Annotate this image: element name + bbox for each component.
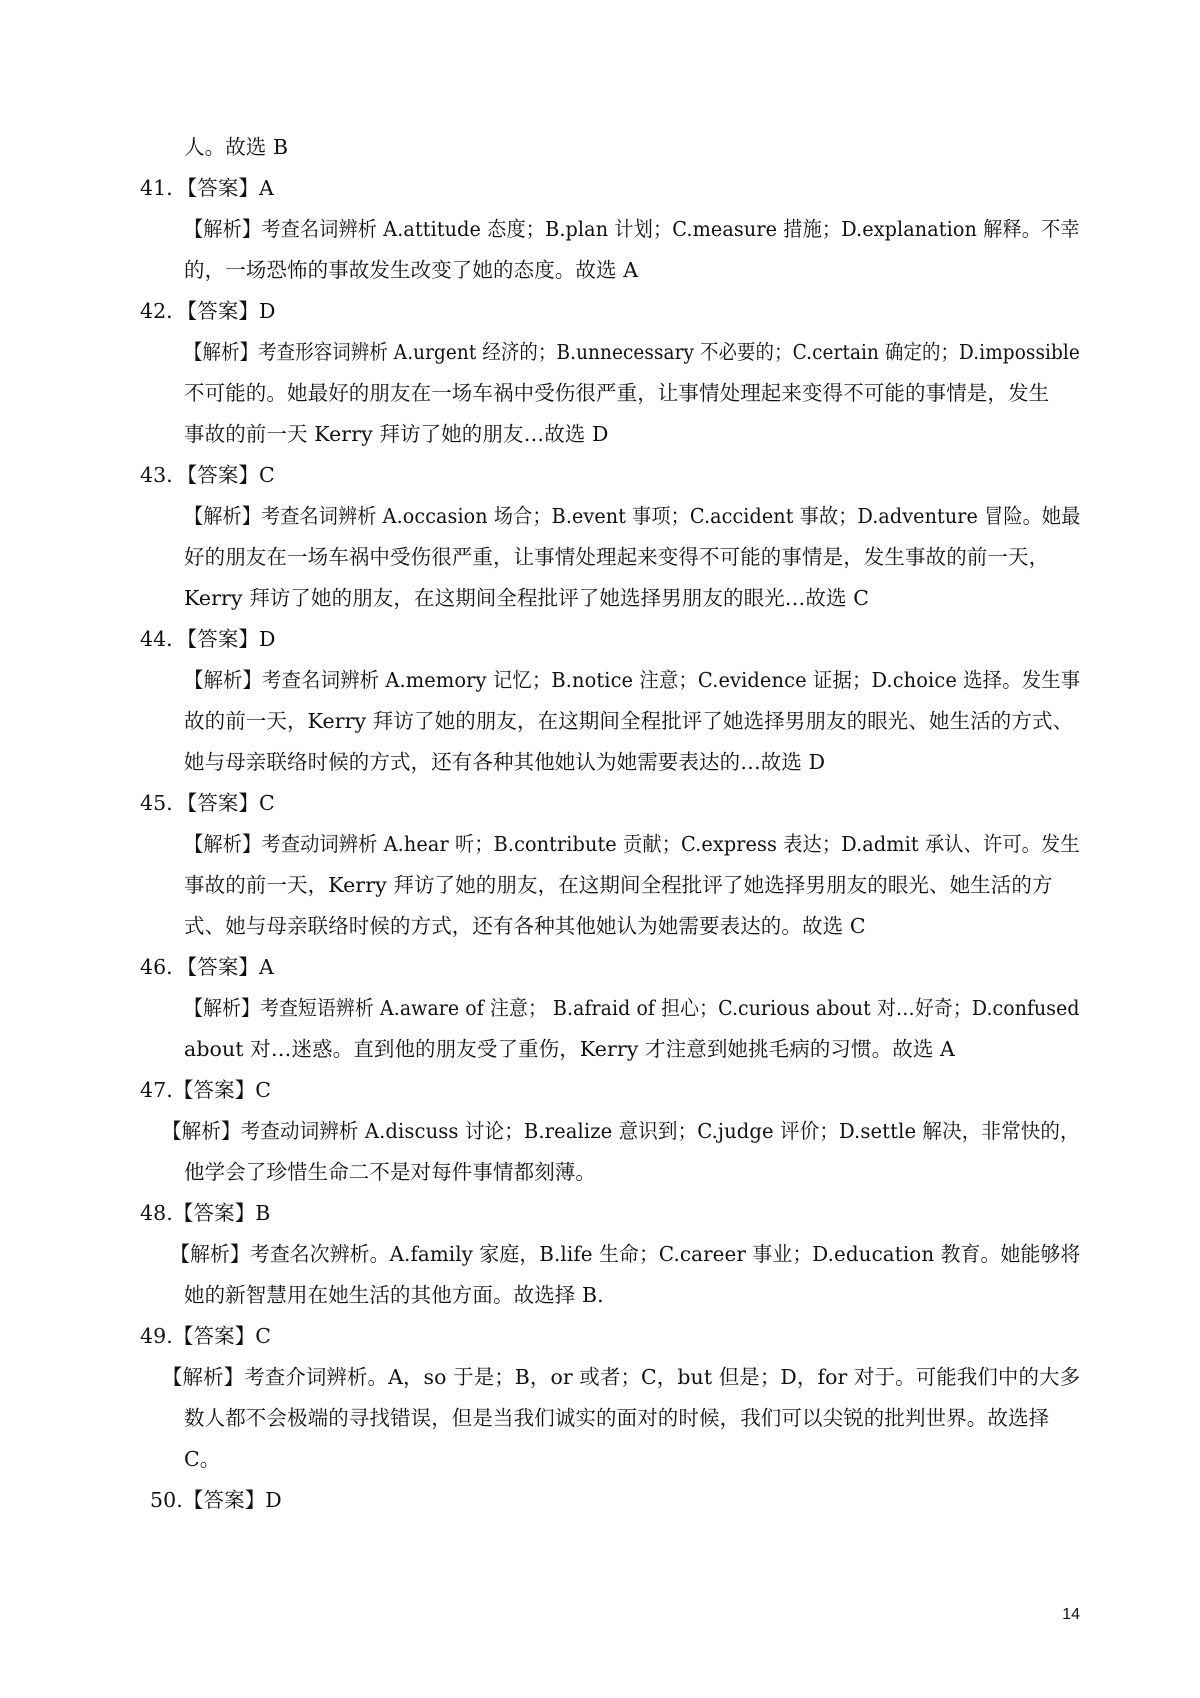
answer-line: 42．【答案】D	[140, 299, 276, 323]
explanation-line: 【解析】考查动词辨析 A.discuss 讨论；B.realize 意识到；C.judge 评价；D.settle 解决，非常快的，	[162, 1119, 1080, 1143]
text-line: 故的前一天，Kerry 拜访了她的朋友，在这期间全程批评了她选择男朋友的眼光、她生活的方式、	[184, 709, 1074, 733]
text-line: 她与母亲联络时候的方式，还有各种其他她认为她需要表达的…故选 D	[184, 750, 826, 774]
text-line: 的，一场恐怖的事故发生改变了她的态度。故选 A	[184, 258, 639, 282]
text-line: 式、她与母亲联络时候的方式，还有各种其他她认为她需要表达的。故选 C	[184, 914, 866, 938]
explanation-line: 【解析】考查形容词辨析 A.urgent 经济的；B.unnecessary 不必要的；C.certain 确定的；D.impossible	[184, 340, 1080, 364]
answer-line: 41．【答案】A	[140, 176, 274, 200]
text-line: Kerry 拜访了她的朋友，在这期间全程批评了她选择男朋友的眼光…故选 C	[184, 586, 869, 610]
explanation-line: 【解析】考查名次辨析。A.family 家庭，B.life 生命；C.career 事业；D.education 教育。她能够将	[170, 1242, 1081, 1266]
text-line: 事故的前一天，Kerry 拜访了她的朋友，在这期间全程批评了她选择男朋友的眼光、她生活的方	[184, 873, 1053, 897]
explanation-line: 【解析】考查短语辨析 A.aware of 注意； B.afraid of 担心；C.curious about 对…好奇；D.confused	[184, 996, 1080, 1020]
explanation-line: 【解析】考查名词辨析 A.attitude 态度；B.plan 计划；C.measure 措施；D.explanation 解释。不幸	[184, 217, 1080, 241]
text-line: 人。故选 B	[184, 135, 289, 159]
answer-line: 49.【答案】C	[140, 1324, 272, 1348]
text-line: 不可能的。她最好的朋友在一场车祸中受伤很严重，让事情处理起来变得不可能的事情是，发生	[184, 381, 1050, 405]
page-number: 14	[1062, 1606, 1080, 1623]
answer-line: 46．【答案】A	[140, 955, 274, 979]
text-line: about 对…迷惑。直到他的朋友受了重伤，Kerry 才注意到她挑毛病的习惯。故选 A	[184, 1037, 955, 1061]
text-line: C。	[184, 1447, 221, 1471]
explanation-line: 【解析】考查介词辨析。A，so 于是；B，or 或者；C，but 但是；D，for 对于。可能我们中的大多	[162, 1365, 1081, 1389]
text-line: 数人都不会极端的寻找错误，但是当我们诚实的面对的时候，我们可以尖锐的批判世界。故选择	[184, 1406, 1050, 1430]
answer-line: 44．【答案】D	[140, 627, 276, 651]
explanation-line: 【解析】考查名词辨析 A.occasion 场合；B.event 事项；C.accident 事故；D.adventure 冒险。她最	[184, 504, 1081, 528]
answer-line: 47.【答案】C	[140, 1078, 272, 1102]
answer-line: 43．【答案】C	[140, 463, 275, 487]
text-line: 事故的前一天 Kerry 拜访了她的朋友…故选 D	[184, 422, 609, 446]
text-line: 她的新智慧用在她生活的其他方面。故选择 B.	[184, 1283, 604, 1307]
answer-line: 48.【答案】B	[140, 1201, 271, 1225]
text-line: 他学会了珍惜生命二不是对每件事情都刻薄。	[184, 1160, 596, 1184]
answer-line: 50.【答案】D	[150, 1488, 282, 1512]
explanation-line: 【解析】考查动词辨析 A.hear 听；B.contribute 贡献；C.express 表达；D.admit 承认、许可。发生	[184, 832, 1080, 856]
answer-line: 45．【答案】C	[140, 791, 275, 815]
explanation-line: 【解析】考查名词辨析 A.memory 记忆；B.notice 注意；C.evidence 证据；D.choice 选择。发生事	[184, 668, 1081, 692]
text-line: 好的朋友在一场车祸中受伤很严重，让事情处理起来变得不可能的事情是，发生事故的前一天，	[184, 545, 1050, 569]
